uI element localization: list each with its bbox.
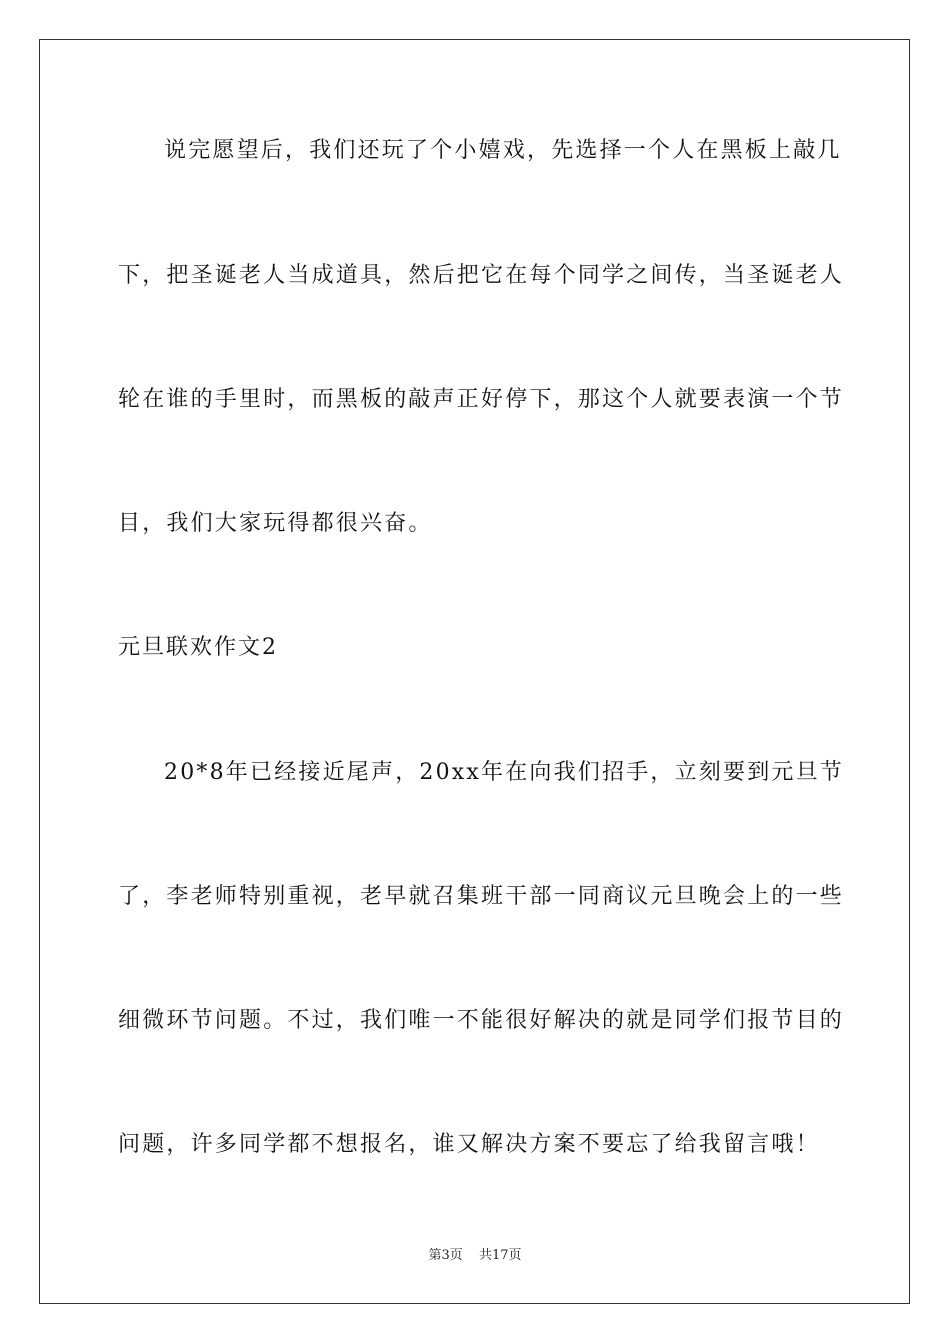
page-number: 第3页 [428,1248,463,1263]
page-total: 共17页 [478,1248,522,1263]
text-line: 说完愿望后，我们还玩了个小嬉戏，先选择一个人在黑板上敲几 [164,138,842,163]
text-line: 目，我们大家玩得都很兴奋。 [118,511,433,536]
text-line: 了，李老师特别重视，老早就召集班干部一同商议元旦晚会上的一些 [118,884,845,909]
text-line: 轮在谁的手里时，而黑板的敲声正好停下，那这个人就要表演一个节 [118,387,845,412]
page-border [39,39,910,1304]
text-line: 下，把圣诞老人当成道具，然后把它在每个同学之间传，当圣诞老人 [118,263,845,288]
page-footer [0,1247,950,1265]
text-line: 20*8年已经接近尾声，20xx年在向我们招手，立刻要到元旦节 [164,760,845,785]
text-line: 问题，许多同学都不想报名，谁又解决方案不要忘了给我留言哦！ [118,1132,820,1157]
section-title: 元旦联欢作文2 [118,635,278,660]
text-line: 细微环节问题。不过，我们唯一不能很好解决的就是同学们报节目的 [118,1008,845,1033]
